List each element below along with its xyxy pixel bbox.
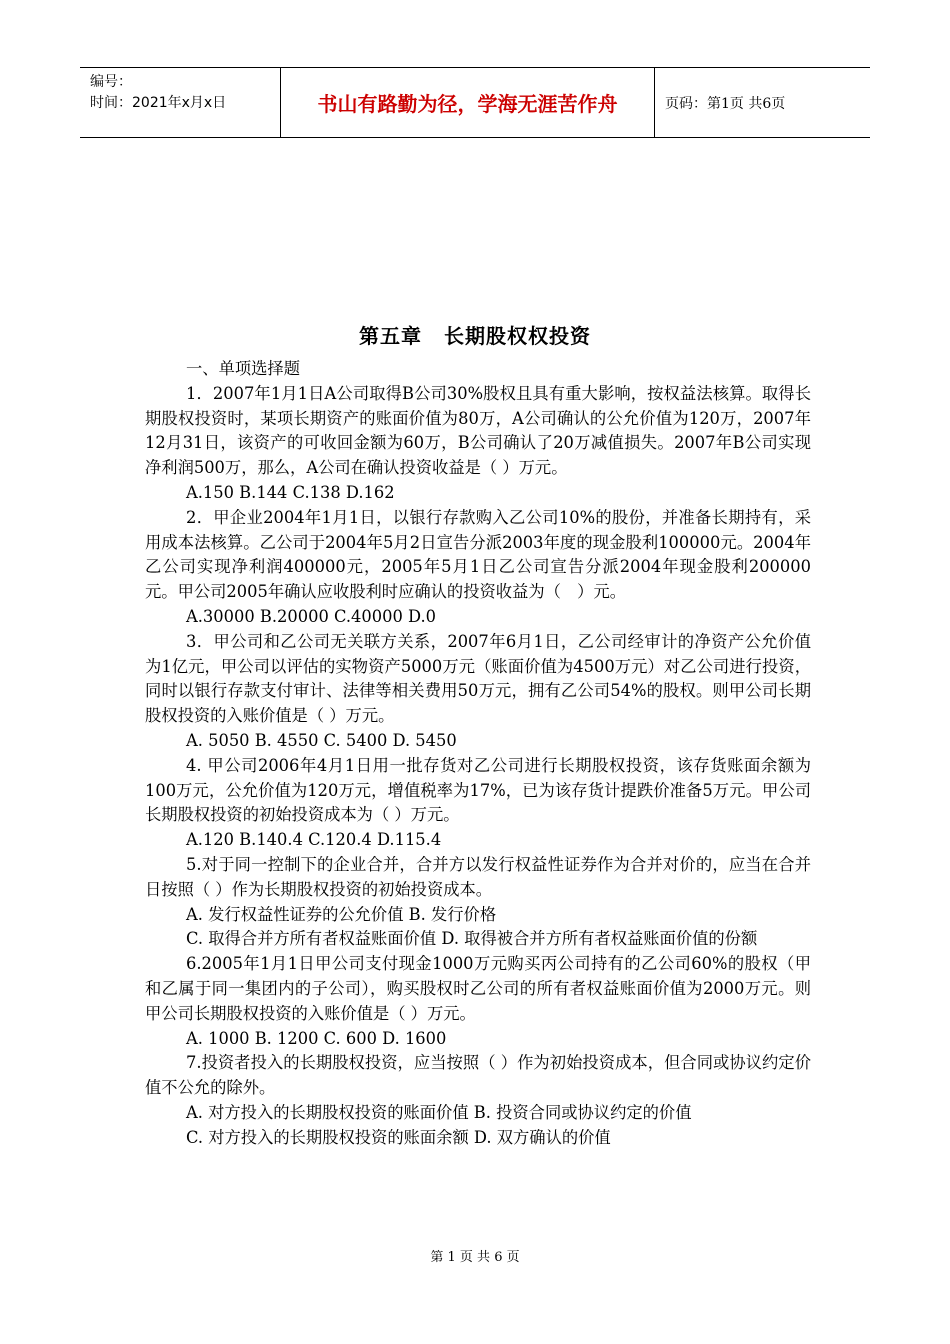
question-4: 4. 甲公司2006年4月1日用一批存货对乙公司进行长期股权投资，该存货账面余额为100万元，公允价值为120万元，增值税率为17%，已为该存货计提跌价准备5万元。甲公司长期股权投资的初始投资成本为（ ）万元。 <box>145 755 811 825</box>
question-5: 5.对于同一控制下的企业合并，合并方以发行权益性证券作为合并对价的，应当在合并日按照（ ）作为长期股权投资的初始投资成本。 <box>145 854 811 899</box>
document-time-label: 时间：2021年x月x日 <box>90 95 227 111</box>
document-number-label: 编号： <box>90 74 132 90</box>
question-3: 3．甲公司和乙公司无关联方关系，2007年6月1日，乙公司经审计的净资产公允价值为1亿元，甲公司以评估的实物资产5000万元（账面价值为4500万元）对乙公司进行投资，同时以银行存款支付审计、法律等相关费用50万元，拥有乙公司54%的股权。则甲公司长期股权投资的入账价值是（ ）万元。 <box>145 631 811 726</box>
header-motto: 书山有路勤为径，学海无涯苦作舟 <box>280 68 655 137</box>
question-7: 7.投资者投入的长期股权投资，应当按照（ ）作为初始投资成本，但合同或协议约定价值不公允的除外。 <box>145 1053 811 1098</box>
question-1: 1．2007年1月1日A公司取得B公司30%股权且具有重大影响，按权益法核算。取得长期股权投资时，某项长期资产的账面价值为80万，A公司确认的公允价值为120万，2007年12月31日，该资产的可收回金额为60万，B公司确认了20万减值损失。2007年B公司实现净利润500万，那么，A公司在确认投资收益是（ ）万元。 <box>145 383 811 478</box>
question-3-options: A. 5050 B. 4550 C. 5400 D. 5450 <box>186 730 457 750</box>
question-5-options-cd: C. 取得合并方所有者权益账面价值 D. 取得被合并方所有者权益账面价值的份额 <box>186 929 758 949</box>
header-meta <box>80 68 280 137</box>
question-6: 6.2005年1月1日甲公司支付现金1000万元购买丙公司持有的乙公司60%的股权（甲和乙属于同一集团内的子公司），购买股权时乙公司的所有者权益账面价值为2000万元。则甲公司长期股权投资的入账价值是（ ）万元。 <box>145 954 811 1023</box>
chapter-title <box>0 320 950 349</box>
question-7-options-cd: C. 对方投入的长期股权投资的账面余额 D. 双方确认的价值 <box>186 1127 611 1147</box>
question-5-options-ab: A. 发行权益性证券的公允价值 B. 发行价格 <box>186 904 497 924</box>
question-7-options-ab: A. 对方投入的长期股权投资的账面价值 B. 投资合同或协议约定的价值 <box>186 1102 692 1122</box>
page-footer: 第 1 页 共 6 页 <box>430 1250 520 1265</box>
question-2-options: A.30000 B.20000 C.40000 D.0 <box>186 606 437 626</box>
chapter-name: 长期股权权投资 <box>444 324 591 348</box>
question-1-options: A.150 B.144 C.138 D.162 <box>186 482 395 502</box>
question-6-options: A. 1000 B. 1200 C. 600 D. 1600 <box>186 1028 447 1048</box>
document-body <box>145 357 811 1151</box>
page-header <box>80 67 870 138</box>
question-4-options: A.120 B.140.4 C.120.4 D.115.4 <box>186 830 442 850</box>
chapter-number: 第五章 <box>359 324 422 348</box>
header-page-info: 页码：第1页 共6页 <box>665 95 786 112</box>
section-heading: 一、单项选择题 <box>186 359 300 378</box>
question-2: 2．甲企业2004年1月1日，以银行存款购入乙公司10%的股份，并准备长期持有，采用成本法核算。乙公司于2004年5月2日宣告分派2003年度的现金股利100000元。2004年乙公司实现净利润400000元，2005年5月1日乙公司宣告分派2004年现金股利200000元。甲公司2005年确认应收股利时应确认的投资收益为（ ）元。 <box>145 507 811 602</box>
